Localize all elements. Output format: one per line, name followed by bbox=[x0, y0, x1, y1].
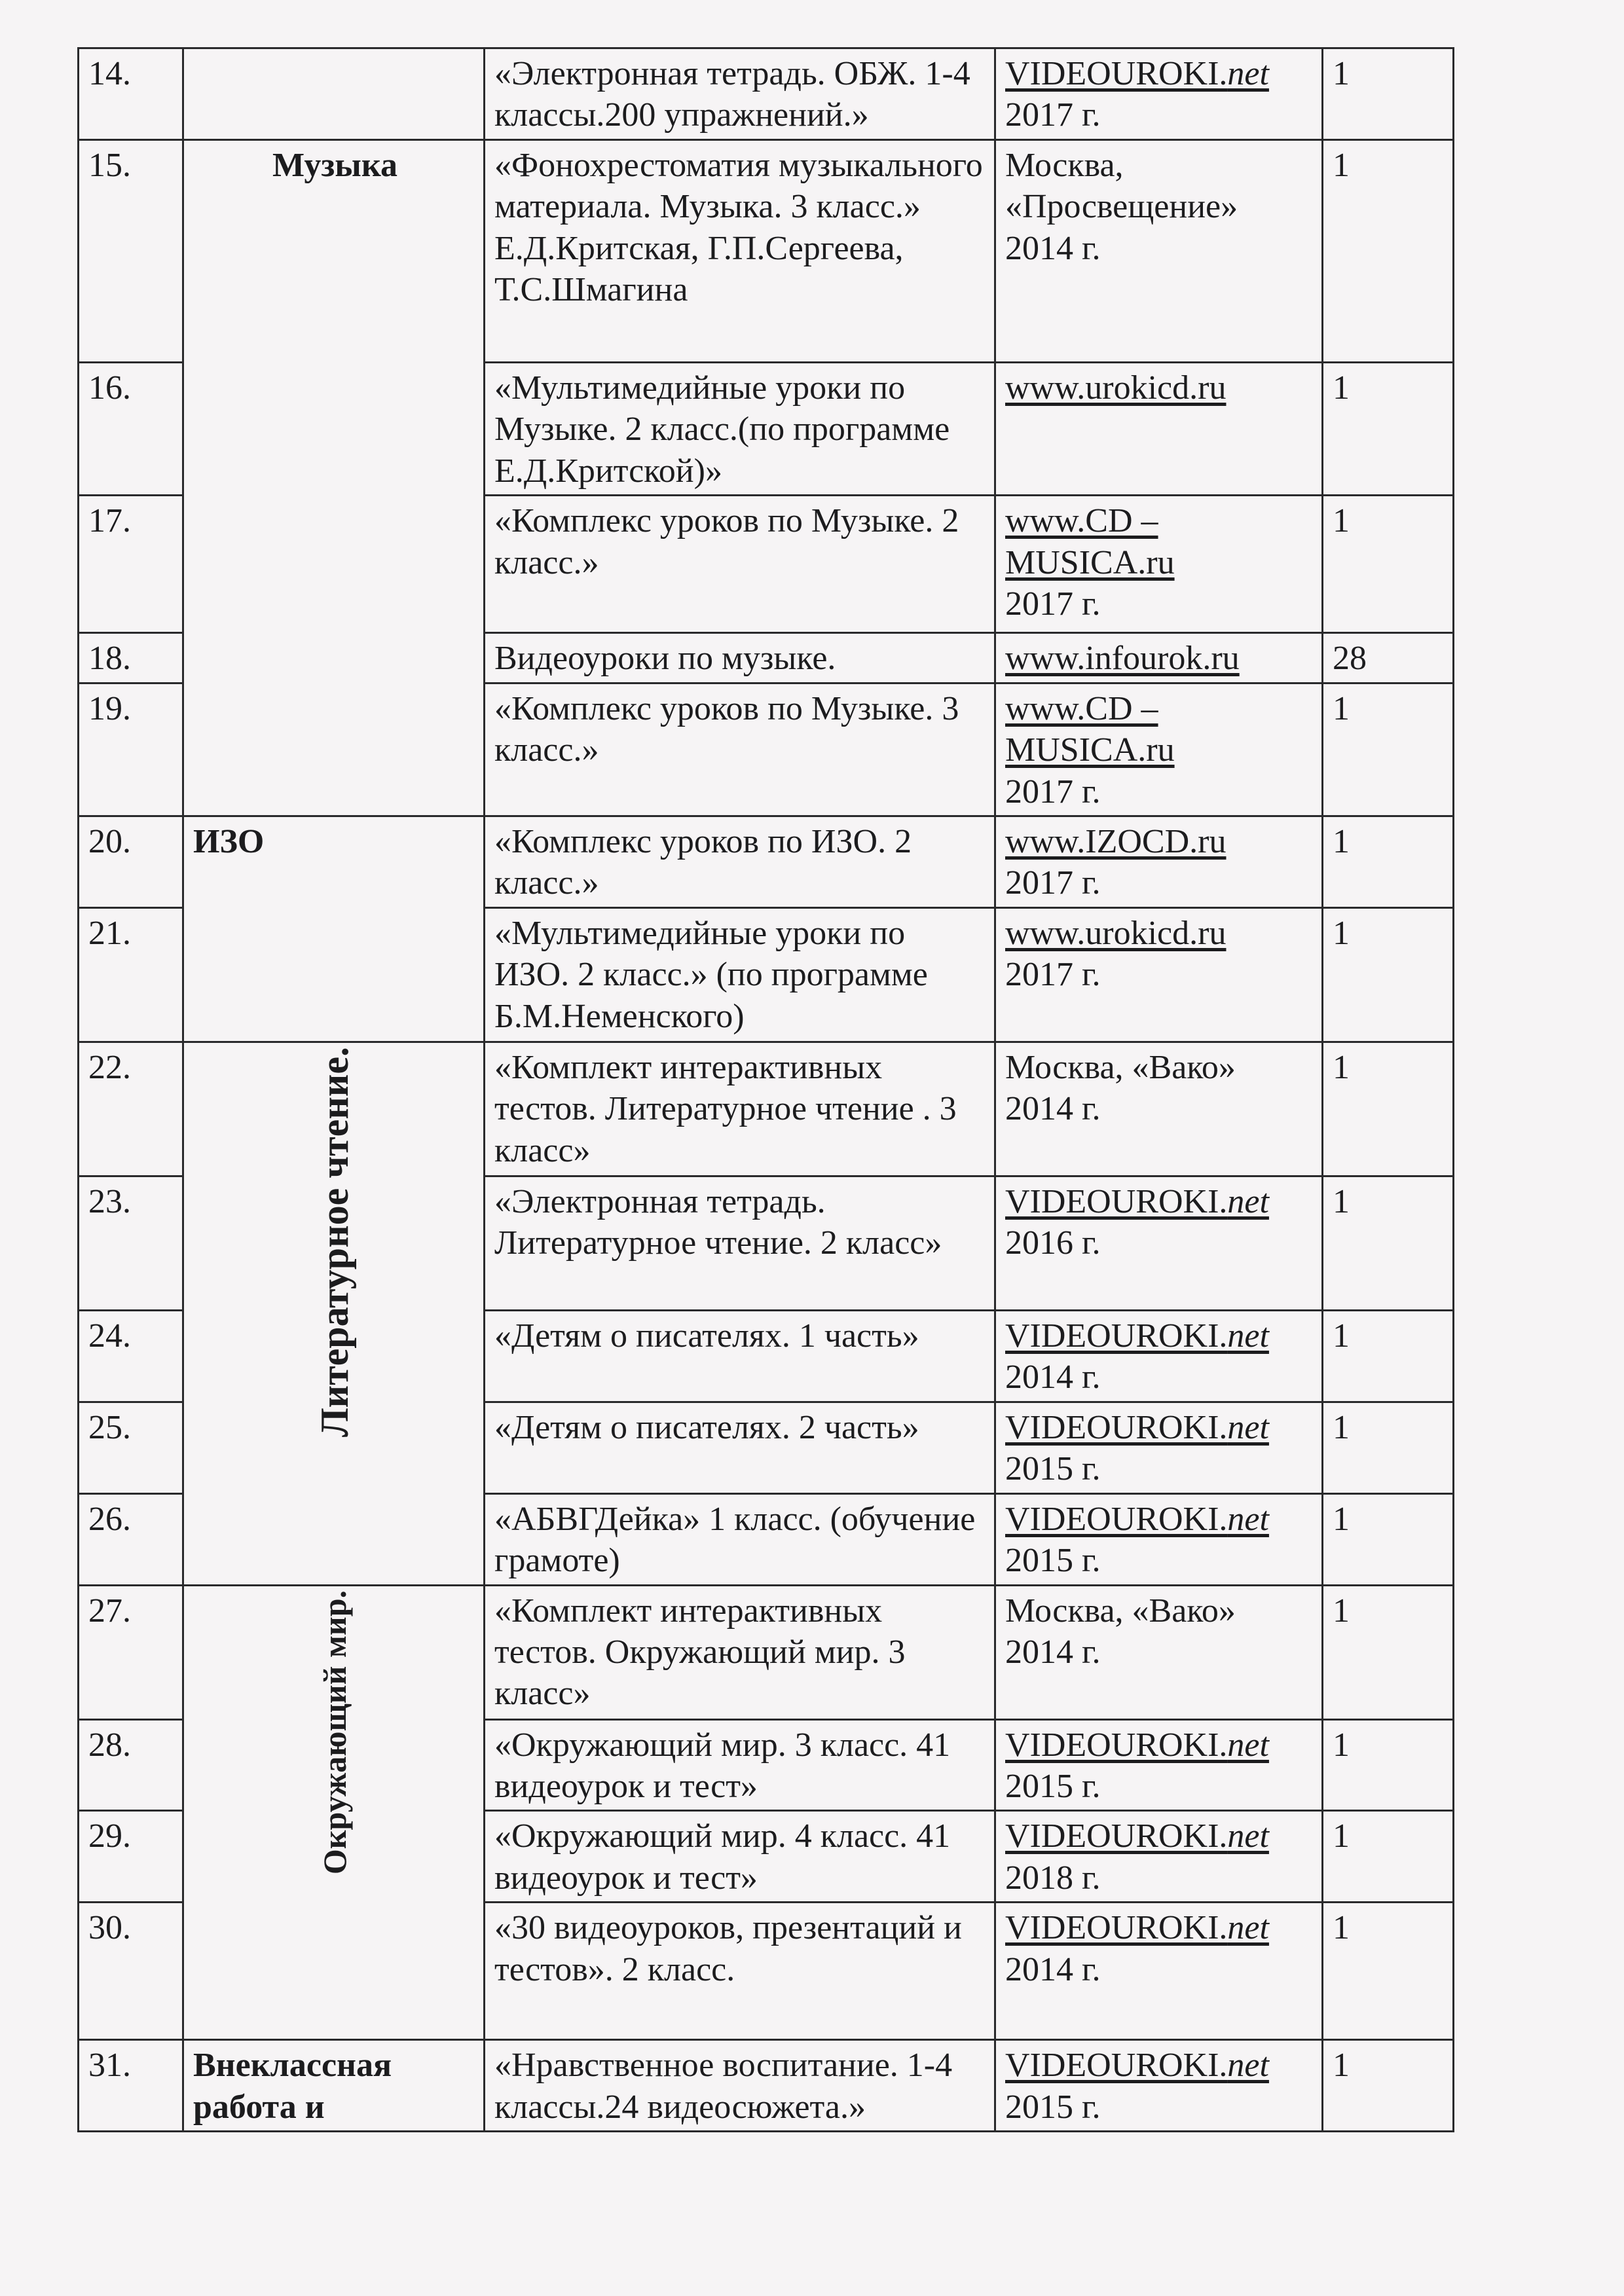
source-link[interactable] bbox=[1005, 821, 1315, 862]
resource-source bbox=[995, 48, 1323, 140]
resource-title: «Детям о писателях. 1 часть» bbox=[485, 1310, 995, 1402]
row-number: 31. bbox=[79, 2040, 183, 2132]
quantity: 1 bbox=[1323, 1719, 1454, 1811]
source-main: VIDEOUROKI. bbox=[1005, 1500, 1228, 1538]
quantity: 1 bbox=[1323, 139, 1454, 362]
source-suffix: net bbox=[1227, 1408, 1269, 1446]
source-main: 2015 г. bbox=[1005, 1768, 1101, 1805]
resource-title: «Фонохрестоматия музыкального материала. Музыка. 3 класс.» Е.Д.Критская, Г.П.Сергеева, Т.С.Шмагина bbox=[485, 139, 995, 362]
source-text bbox=[1005, 1222, 1315, 1264]
source-link[interactable] bbox=[1005, 729, 1315, 771]
source-main: 2018 г. bbox=[1005, 1859, 1101, 1897]
resource-source bbox=[995, 816, 1323, 907]
source-main: 2017 г. bbox=[1005, 585, 1101, 623]
quantity: 1 bbox=[1323, 1402, 1454, 1493]
source-main: www.urokicd.ru bbox=[1005, 914, 1227, 952]
row-number: 22. bbox=[79, 1042, 183, 1176]
source-main: 2014 г. bbox=[1005, 1633, 1101, 1671]
resource-title: «Комплекс уроков по Музыке. 3 класс.» bbox=[485, 683, 995, 816]
source-suffix: net bbox=[1227, 1726, 1269, 1764]
resource-source bbox=[995, 1719, 1323, 1811]
source-main: MUSICA.ru bbox=[1005, 731, 1175, 769]
source-main: 2014 г. bbox=[1005, 1090, 1101, 1128]
resource-source bbox=[995, 1402, 1323, 1493]
subject-world-label: Окружающий мир. bbox=[316, 1590, 353, 1874]
resource-source bbox=[995, 1585, 1323, 1719]
source-main: 2017 г. bbox=[1005, 864, 1101, 902]
subject-literature-label: Литературное чтение. bbox=[312, 1046, 356, 1437]
subject-cell-empty bbox=[183, 48, 485, 140]
source-main: 2015 г. bbox=[1005, 2088, 1101, 2126]
resource-source bbox=[995, 362, 1323, 495]
source-suffix: net bbox=[1227, 1182, 1269, 1220]
quantity: 1 bbox=[1323, 683, 1454, 816]
resource-source bbox=[995, 1493, 1323, 1585]
resource-source bbox=[995, 683, 1323, 816]
source-main: 2017 г. bbox=[1005, 956, 1101, 994]
source-text bbox=[1005, 583, 1315, 625]
source-text bbox=[1005, 186, 1315, 227]
source-main: «Просвещение» bbox=[1005, 188, 1238, 226]
row-number: 25. bbox=[79, 1402, 183, 1493]
source-text bbox=[1005, 1857, 1315, 1899]
source-link[interactable] bbox=[1005, 1499, 1315, 1540]
table-row bbox=[79, 1042, 1454, 1176]
resource-title: «Электронная тетрадь. Литературное чтение. 2 класс» bbox=[485, 1176, 995, 1310]
source-main: www.IZOCD.ru bbox=[1005, 822, 1227, 860]
subject-literature bbox=[183, 1042, 485, 1585]
quantity: 1 bbox=[1323, 1903, 1454, 2040]
source-main: MUSICA.ru bbox=[1005, 543, 1175, 581]
source-link[interactable] bbox=[1005, 500, 1315, 541]
source-link[interactable] bbox=[1005, 913, 1315, 954]
source-link[interactable] bbox=[1005, 688, 1315, 729]
resource-source bbox=[995, 1042, 1323, 1176]
source-main: VIDEOUROKI. bbox=[1005, 1909, 1228, 1947]
row-number: 20. bbox=[79, 816, 183, 907]
source-suffix: net bbox=[1227, 55, 1269, 92]
source-link[interactable] bbox=[1005, 1315, 1315, 1357]
source-main: www.urokicd.ru bbox=[1005, 369, 1227, 407]
source-suffix: net bbox=[1227, 2047, 1269, 2085]
source-main: www.CD – bbox=[1005, 689, 1158, 727]
source-text bbox=[1005, 862, 1315, 903]
source-text bbox=[1005, 1949, 1315, 1990]
subject-izo: ИЗО bbox=[183, 816, 485, 1042]
resource-title: «Окружающий мир. 3 класс. 41 видеоурок и тест» bbox=[485, 1719, 995, 1811]
row-number: 30. bbox=[79, 1903, 183, 2040]
source-text bbox=[1005, 1540, 1315, 1581]
source-suffix: net bbox=[1227, 1817, 1269, 1855]
resource-title: «30 видеоуроков, презентаций и тестов». 2 класс. bbox=[485, 1903, 995, 2040]
resource-title: «Мультимедийные уроки по ИЗО. 2 класс.» (по программе Б.М.Неменского) bbox=[485, 907, 995, 1042]
resource-title: «Комплект интерактивных тестов. Литературное чтение . 3 класс» bbox=[485, 1042, 995, 1176]
row-number: 26. bbox=[79, 1493, 183, 1585]
resource-source bbox=[995, 907, 1323, 1042]
resource-title: Видеоуроки по музыке. bbox=[485, 633, 995, 683]
source-main: 2017 г. bbox=[1005, 773, 1101, 811]
row-number: 18. bbox=[79, 633, 183, 683]
resource-source bbox=[995, 1176, 1323, 1310]
source-text bbox=[1005, 954, 1315, 995]
source-main: www.CD – bbox=[1005, 502, 1158, 540]
resource-source bbox=[995, 1811, 1323, 1903]
resource-source bbox=[995, 139, 1323, 362]
quantity: 1 bbox=[1323, 362, 1454, 495]
source-main: www.infourok.ru bbox=[1005, 640, 1240, 678]
source-link[interactable] bbox=[1005, 2045, 1315, 2086]
source-main: VIDEOUROKI. bbox=[1005, 1817, 1228, 1855]
quantity: 1 bbox=[1323, 496, 1454, 633]
quantity: 1 bbox=[1323, 1310, 1454, 1402]
source-text bbox=[1005, 1766, 1315, 1807]
source-text bbox=[1005, 1631, 1315, 1673]
source-suffix: net bbox=[1227, 1909, 1269, 1947]
row-number: 29. bbox=[79, 1811, 183, 1903]
source-main: Москва, bbox=[1005, 146, 1124, 184]
source-main: VIDEOUROKI. bbox=[1005, 55, 1228, 92]
source-main: 2014 г. bbox=[1005, 1950, 1101, 1988]
source-suffix: net bbox=[1227, 1500, 1269, 1538]
source-text bbox=[1005, 1357, 1315, 1398]
resource-title: «АБВГДейка» 1 класс. (обучение грамоте) bbox=[485, 1493, 995, 1585]
resource-title: «Детям о писателях. 2 часть» bbox=[485, 1402, 995, 1493]
source-link[interactable] bbox=[1005, 638, 1315, 679]
source-main: 2017 г. bbox=[1005, 96, 1101, 134]
source-main: VIDEOUROKI. bbox=[1005, 2047, 1228, 2085]
row-number: 23. bbox=[79, 1176, 183, 1310]
source-main: VIDEOUROKI. bbox=[1005, 1317, 1228, 1355]
quantity: 1 bbox=[1323, 1042, 1454, 1176]
source-main: Москва, «Вако» bbox=[1005, 1048, 1236, 1086]
source-text bbox=[1005, 228, 1315, 269]
source-text bbox=[1005, 771, 1315, 812]
resource-title: «Окружающий мир. 4 класс. 41 видеоурок и тест» bbox=[485, 1811, 995, 1903]
quantity: 1 bbox=[1323, 1811, 1454, 1903]
source-link[interactable] bbox=[1005, 542, 1315, 583]
source-link[interactable] bbox=[1005, 1815, 1315, 1857]
quantity: 1 bbox=[1323, 1493, 1454, 1585]
table-row bbox=[79, 1585, 1454, 1719]
quantity: 28 bbox=[1323, 633, 1454, 683]
source-text bbox=[1005, 1448, 1315, 1489]
source-text bbox=[1005, 94, 1315, 136]
quantity: 1 bbox=[1323, 907, 1454, 1042]
row-number: 16. bbox=[79, 362, 183, 495]
source-text bbox=[1005, 1088, 1315, 1129]
subject-music: Музыка bbox=[183, 139, 485, 816]
source-suffix: net bbox=[1227, 1317, 1269, 1355]
table-row bbox=[79, 139, 1454, 362]
resource-source bbox=[995, 2040, 1323, 2132]
row-number: 24. bbox=[79, 1310, 183, 1402]
resources-table bbox=[77, 47, 1454, 2132]
row-number: 14. bbox=[79, 48, 183, 140]
source-main: 2015 г. bbox=[1005, 1450, 1101, 1488]
row-number: 15. bbox=[79, 139, 183, 362]
subject-world bbox=[183, 1585, 485, 2040]
row-number: 21. bbox=[79, 907, 183, 1042]
source-main: Москва, «Вако» bbox=[1005, 1592, 1236, 1630]
resource-title: «Комплект интерактивных тестов. Окружающий мир. 3 класс» bbox=[485, 1585, 995, 1719]
source-main: 2014 г. bbox=[1005, 1358, 1101, 1396]
resource-title: «Комплекс уроков по Музыке. 2 класс.» bbox=[485, 496, 995, 633]
table-row bbox=[79, 2040, 1454, 2132]
row-number: 27. bbox=[79, 1585, 183, 1719]
source-link[interactable] bbox=[1005, 1407, 1315, 1448]
source-link[interactable] bbox=[1005, 1724, 1315, 1766]
resource-title: «Электронная тетрадь. ОБЖ. 1-4 классы.200 упражнений.» bbox=[485, 48, 995, 140]
source-text bbox=[1005, 145, 1315, 186]
source-text bbox=[1005, 2086, 1315, 2128]
quantity: 1 bbox=[1323, 48, 1454, 140]
resource-title: «Мультимедийные уроки по Музыке. 2 класс.(по программе Е.Д.Критской)» bbox=[485, 362, 995, 495]
subject-extracurricular: Внеклассная работа и bbox=[183, 2040, 485, 2132]
row-number: 17. bbox=[79, 496, 183, 633]
resource-title: «Нравственное воспитание. 1-4 классы.24 видеосюжета.» bbox=[485, 2040, 995, 2132]
source-link[interactable] bbox=[1005, 1907, 1315, 1948]
source-main: 2015 г. bbox=[1005, 1542, 1101, 1579]
source-main: VIDEOUROKI. bbox=[1005, 1182, 1228, 1220]
source-link[interactable] bbox=[1005, 367, 1315, 409]
source-link[interactable] bbox=[1005, 1181, 1315, 1222]
quantity: 1 bbox=[1323, 816, 1454, 907]
source-main: VIDEOUROKI. bbox=[1005, 1726, 1228, 1764]
table-row bbox=[79, 816, 1454, 907]
quantity: 1 bbox=[1323, 1176, 1454, 1310]
resource-title: «Комплекс уроков по ИЗО. 2 класс.» bbox=[485, 816, 995, 907]
resource-source bbox=[995, 496, 1323, 633]
resource-source bbox=[995, 1903, 1323, 2040]
source-main: 2016 г. bbox=[1005, 1224, 1101, 1262]
source-main: VIDEOUROKI. bbox=[1005, 1408, 1228, 1446]
table-row bbox=[79, 48, 1454, 140]
source-link[interactable] bbox=[1005, 53, 1315, 94]
resource-source bbox=[995, 633, 1323, 683]
quantity: 1 bbox=[1323, 2040, 1454, 2132]
resource-source bbox=[995, 1310, 1323, 1402]
row-number: 28. bbox=[79, 1719, 183, 1811]
source-text bbox=[1005, 1047, 1315, 1088]
row-number: 19. bbox=[79, 683, 183, 816]
source-text bbox=[1005, 1590, 1315, 1631]
quantity: 1 bbox=[1323, 1585, 1454, 1719]
source-main: 2014 г. bbox=[1005, 229, 1101, 267]
